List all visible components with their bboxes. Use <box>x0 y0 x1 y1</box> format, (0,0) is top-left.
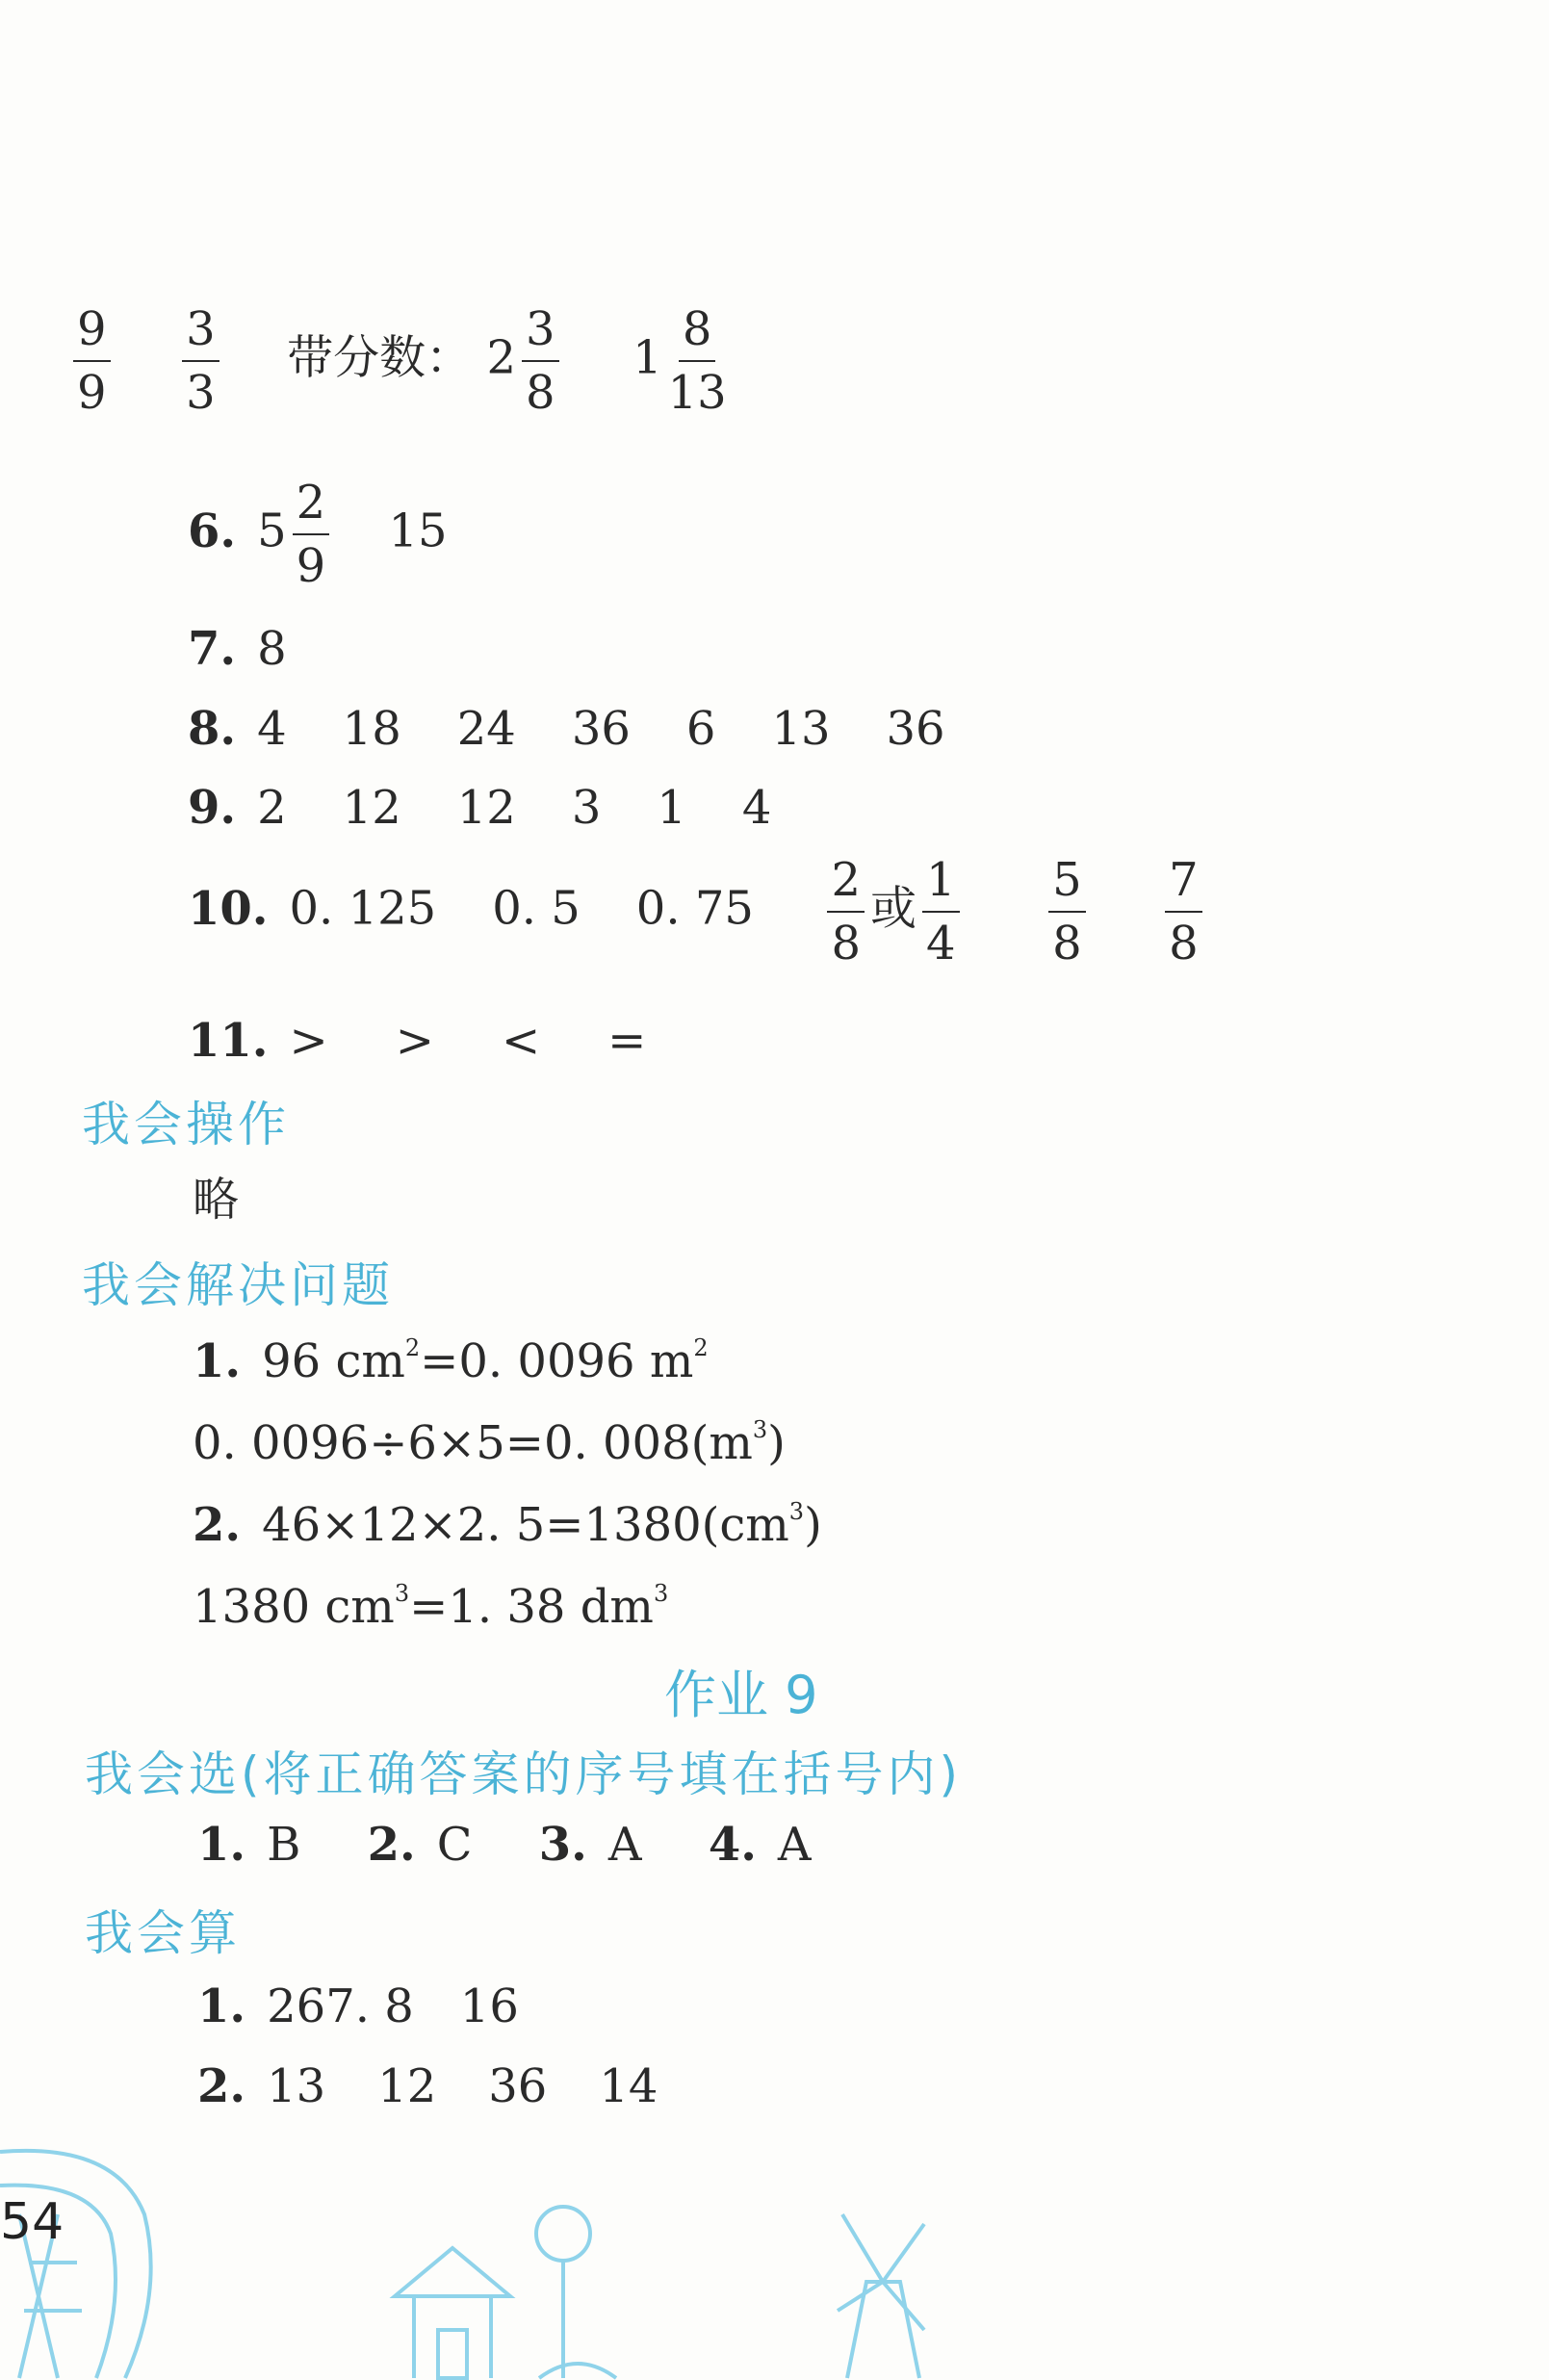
homework-title: 作业 9 <box>664 1665 818 1725</box>
calc-1: 1. 267. 8 16 <box>197 1979 519 2033</box>
fraction: $\frac{2}{8}$ <box>827 857 865 967</box>
fraction: $\frac{7}{8}$ <box>1165 857 1202 967</box>
fraction: $\frac{2}{9}$ <box>293 479 330 589</box>
mixed-number-label: 带分数： <box>287 330 473 385</box>
choose-answers: 1. B 2. C 3. A 4. A <box>197 1818 812 1872</box>
section-heading-solve: 我会解决问题 <box>82 1257 394 1313</box>
fraction: $\frac{3}{3}$ <box>182 306 219 416</box>
section-heading-calc: 我会算 <box>85 1905 241 1961</box>
solve-1-line2: 0. 0096÷6×5=0. $008(m^3)$ <box>193 1416 786 1470</box>
fraction: $\frac{9}{9}$ <box>73 306 111 416</box>
answer-7: 7. 8 <box>188 622 287 676</box>
section-heading-choose: 我会选(将正确答案的序号填在括号内) <box>85 1746 963 1802</box>
solve-1-line1: 1. 96 $cm^2=0$. 0096 $m^2$ <box>193 1334 709 1388</box>
answer-6: 6. 5 $\frac{2}{9}$ 15 <box>188 476 448 593</box>
fraction: $\frac{5}{8}$ <box>1048 857 1086 967</box>
row-fractions: $\frac{9}{9}$ $\frac{3}{3}$ 带分数： 2 $\frac{3}{8}$ 1 $\frac{8}{13}$ <box>67 306 733 416</box>
answer-10: 10. 0. 125 0. 5 0. 75 $\frac{2}{8}$ 或 $\frac{1}{4}$ $\frac{5}{8}$ $\frac{7}{8}$ <box>188 857 1208 967</box>
calc-2: 2. 13 12 36 14 <box>197 2059 658 2113</box>
solve-2-line1: 2. 46×12×2. $5=1380(cm^3)$ <box>193 1498 822 1552</box>
fraction: $\frac{3}{8}$ <box>522 306 559 416</box>
fraction: $\frac{8}{13}$ <box>667 302 727 420</box>
answer-omitted: 略 <box>193 1173 240 1227</box>
page-number: 54 <box>0 2193 65 2251</box>
answer-11: 11. > > < = <box>188 1014 647 1068</box>
solve-2-line2: 1380 $cm^3=1$. 38 $dm^3$ <box>193 1580 669 1634</box>
section-heading-operate: 我会操作 <box>82 1097 290 1152</box>
answer-8: 8. 4 18 24 36 6 13 36 <box>188 702 945 756</box>
fraction: $\frac{1}{4}$ <box>922 857 960 967</box>
answer-9: 9. 2 12 12 3 1 4 <box>188 781 772 835</box>
